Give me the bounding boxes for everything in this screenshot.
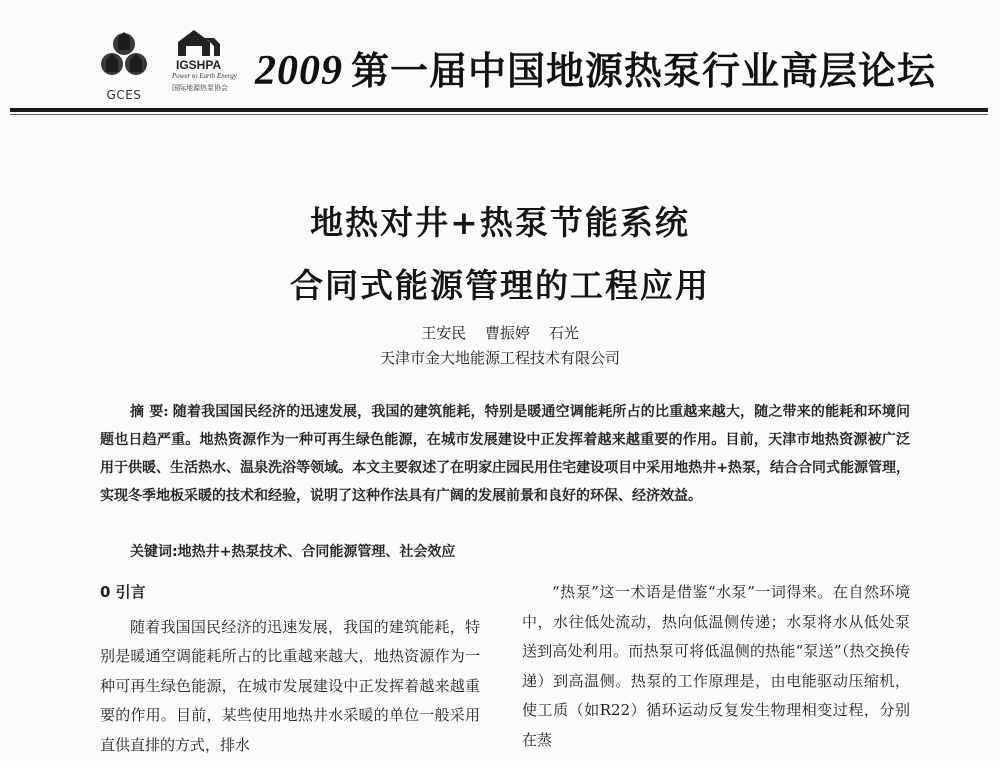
gces-logo: [98, 30, 150, 102]
igshpa-house-icon: [170, 28, 230, 58]
keywords: [130, 541, 455, 561]
body-column-left: [100, 578, 480, 761]
paper-title-line-1: 地热对井+热泵节能系统: [310, 203, 690, 242]
keywords-label: 关键词:: [130, 544, 178, 560]
paper-affiliation: 天津市金大地能源工程技术有限公司: [379, 349, 620, 367]
body-paragraph-left: 随着我国国民经济的迅速发展，我国的建筑能耗，特别是暖通空调能耗所占的比重越来越大，地热资源作为一种可再生绿色能源，在城市发展建设中正发挥着越来越重要的作用。目前，某些使用地热井水采暖的单位一般采用直供直排的方式，排水: [100, 617, 480, 754]
forum-title: [255, 40, 936, 95]
proceedings-header: [0, 0, 1000, 120]
forum-name: 第一届中国地源热泵行业高层论坛: [351, 48, 937, 93]
header-rule: [10, 108, 988, 112]
abstract-text: 随着我国国民经济的迅速发展，我国的建筑能耗，特别是暖通空调能耗所占的比重越来越大，随之带来的能耗和环境问题也日趋严重。地热资源作为一种可再生绿色能源，在城市发展建设中正发挥着越来越重要的作用。目前，天津市地热资源被广泛用于供暖、生活热水、温泉洗浴等领域。本文主要叙述了在明家庄园民用住宅建设项目中采用地热井+热泵，结合合同式能源管理，实现冬季地板采暖的技术和经验，说明了这种作法具有广阔的发展前景和良好的环保、经济效益。: [100, 404, 911, 504]
body-paragraph-right: “热泵”这一术语是借鉴“水泵”一词得来。在自然环境中，水往低处流动，热向低温侧传递；水泵将水从低处泵送到高处利用。而热泵可将低温侧的热能“泵送”（热交换传递）到高温侧。热泵的工作原理是，由电能驱动压缩机，使工质（如R22）循环运动反复发生物理相变过程，分别在蒸: [522, 583, 910, 749]
forum-year: 2009: [255, 48, 343, 94]
igshpa-tagline: Power to Earth Energy: [172, 72, 237, 80]
paper-title-line-2: 合同式能源管理的工程应用: [290, 266, 710, 305]
abstract-label: 摘 要:: [130, 404, 169, 420]
abstract: [100, 398, 910, 510]
gces-logo-text: GCES: [106, 88, 142, 102]
body-column-right: [522, 578, 910, 755]
gces-emblem-icon: [98, 30, 150, 88]
igshpa-chinese-name: 国际地源热泵协会: [172, 84, 228, 92]
section-heading: 0 引言: [100, 583, 146, 601]
keywords-text: 地热井+热泵技术、合同能源管理、社会效应: [177, 544, 456, 560]
igshpa-logo: [170, 28, 250, 100]
igshpa-logo-text: IGSHPA: [176, 58, 222, 72]
paper-authors: 王安民 曹振婷 石光: [421, 324, 579, 342]
header-rule-thin: [10, 114, 988, 115]
